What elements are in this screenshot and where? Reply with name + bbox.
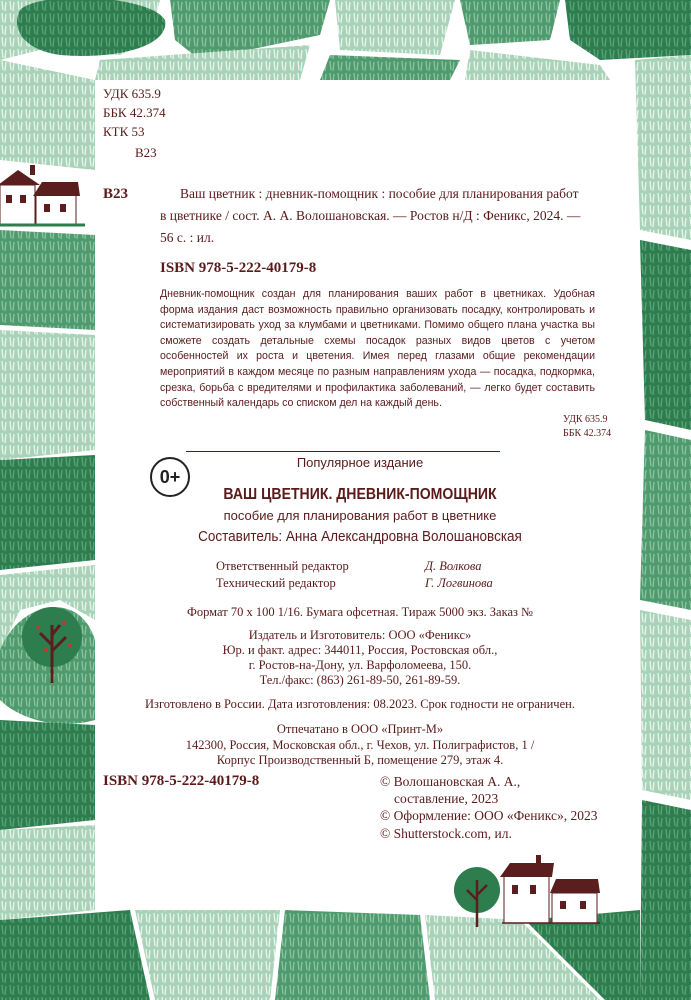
editor-role-1: Ответственный редактор — [216, 559, 349, 573]
udk-code: УДК 635.9 — [103, 86, 161, 101]
printer-address-1: 142300, Россия, Московская обл., г. Чехов, ул. Полиграфистов, 1 / — [185, 738, 535, 752]
houses-illustration-top — [0, 160, 85, 235]
bib-line-3: 56 с. : ил. — [160, 230, 215, 245]
bib-line-2: в цветнике / сост. А. А. Волошановская. — Ростов н/Д : Феникс, 2024. — — [160, 208, 581, 223]
manufactured-line: Изготовлено в России. Дата изготовления: 08.2023. Срок годности не ограничен. — [145, 697, 575, 711]
bbk-code: ББК 42.374 — [103, 105, 166, 120]
publisher-line: Издатель и Изготовитель: ООО «Феникс» — [248, 628, 472, 642]
annotation-text: Дневник-помощник создан для планирования ваших работ в цветниках. Удобная форма издания даст возможность правильно организовать посадку, контролировать и систематизировать уход за клумбами и цветниками. Помимо общего плана участка вы сможете создать детальные схемы посадок разных видов цветов с учетом особенностей их роста и цветения. Имея перед глазами общие рекомендации мероприятий в каждом месяце по разным направлениям ухода — посадка, подкормка, срезка, борьба с вредителями и профилактика заболеваний, — легко будет составить собственный календарь со списком дел на каждый день. — [160, 288, 595, 410]
copyright-line-3: © Оформление: ООО «Феникс», 2023 — [380, 808, 598, 823]
editor-name-2: Г. Логвинова — [425, 576, 493, 590]
copyright-line-1: © Волошановская А. А., — [380, 774, 521, 789]
address-line-2: г. Ростов-на-Дону, ул. Варфоломеева, 150. — [248, 658, 472, 672]
tree-illustration-left — [20, 605, 85, 685]
bib-mark: В23 — [103, 186, 129, 202]
annotation-udk: УДК 635.9 — [563, 414, 608, 425]
houses-illustration-bottom — [452, 855, 602, 930]
printer-address-2: Корпус Производственный Б, помещение 279, этаж 4. — [216, 753, 504, 767]
copyright-line-4: © Shutterstock.com, ил. — [380, 826, 512, 841]
author-mark: В23 — [135, 145, 157, 160]
book-title: ВАШ ЦВЕТНИК. ДНЕВНИК-ПОМОЩНИК — [223, 486, 497, 503]
address-line-1: Юр. и факт. адрес: 344011, Россия, Ростовская обл., — [222, 643, 498, 657]
isbn-bottom: ISBN 978-5-222-40179-8 — [103, 773, 260, 789]
edition-type: Популярное издание — [296, 455, 424, 470]
format-line: Формат 70 х 100 1/16. Бумага офсетная. Тираж 5000 экз. Заказ № — [187, 605, 533, 619]
age-rating-badge: 0+ — [150, 457, 190, 497]
printed-at-line: Отпечатано в ООО «Принт-М» — [276, 722, 444, 736]
bib-line-1: Ваш цветник : дневник-помощник : пособие для планирования работ — [180, 186, 579, 201]
ktk-code: КТК 53 — [103, 124, 145, 139]
book-subtitle: пособие для планирования работ в цветнике — [223, 508, 497, 523]
imprint-divider — [186, 451, 500, 452]
editor-role-2: Технический редактор — [216, 576, 336, 590]
editor-name-1: Д. Волкова — [425, 559, 482, 573]
isbn-top: ISBN 978-5-222-40179-8 — [160, 260, 317, 276]
phone-line: Тел./факс: (863) 261-89-50, 261-89-59. — [259, 673, 461, 687]
copyright-line-2: составление, 2023 — [394, 791, 499, 806]
compiler: Составитель: Анна Александровна Волошановская — [198, 528, 522, 545]
annotation-bbk: ББК 42.374 — [563, 428, 612, 439]
